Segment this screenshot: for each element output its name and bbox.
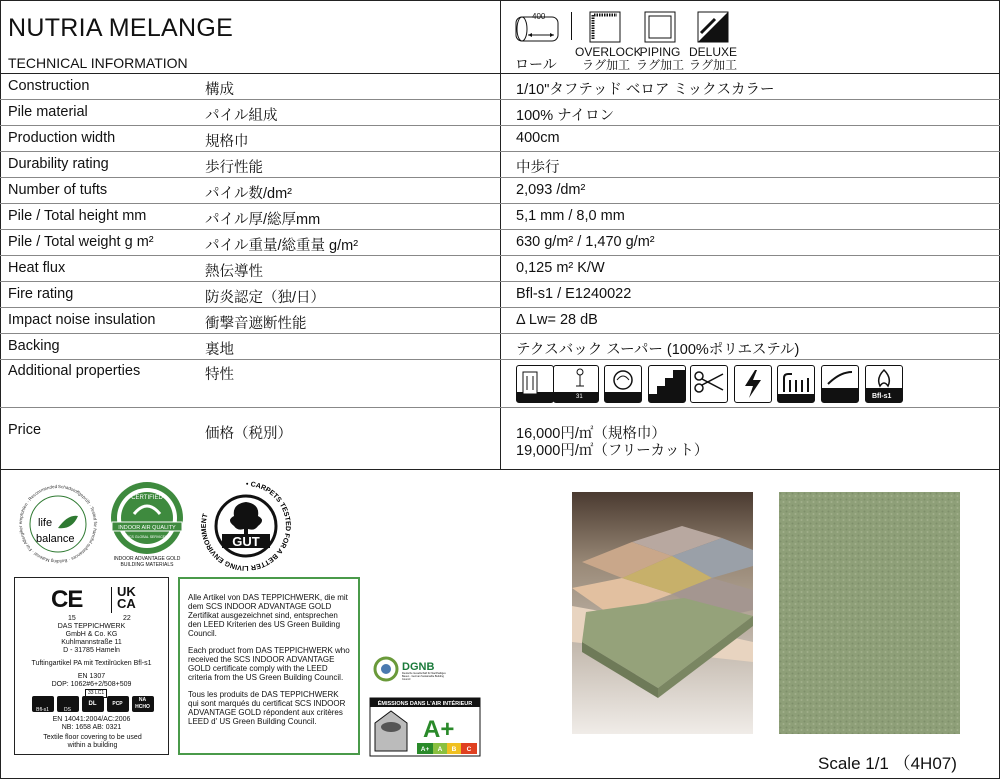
spec-label-en: Fire rating: [8, 286, 74, 302]
spec-row-impact-noise: [0, 308, 1000, 334]
spec-label-en: Pile / Total weight g m²: [8, 234, 154, 250]
ce-mark: CE: [51, 586, 83, 613]
ce-address: [15, 623, 168, 655]
ce-company-1: DAS TEPPICHWERK: [57, 623, 126, 630]
life-text: life: [38, 517, 53, 529]
ce-product: Tuftingartikel PA mit Textilrücken Bfl-s1: [31, 660, 152, 667]
spec-row-pile-material: [0, 100, 1000, 126]
fire-rating-icon: [865, 365, 903, 403]
iaq-small-text: SCS GLOBAL SERVICES: [126, 535, 168, 539]
spec-value: 2,093 /dm²: [516, 182, 586, 198]
life-balance-ring-text: Schadstoffgeprüft · Tested for harmful substances · Building Material · Für Allergiker empfohlen · Recommended: [17, 483, 98, 565]
balance-text: balance: [36, 533, 75, 545]
roll-label: ロール: [515, 56, 557, 72]
indoor-air-quality-logo: [104, 480, 190, 572]
ce-company-2: GmbH & Co. KG: [65, 631, 118, 638]
deluxe-icon: [697, 11, 729, 43]
ukca-line-1: UK: [117, 584, 136, 599]
spec-row-weight: [0, 230, 1000, 256]
spec-label-en: Production width: [8, 130, 116, 146]
antistatic-icon: [734, 365, 772, 403]
cut-icon: [690, 365, 728, 403]
spec-value: 5,1 mm / 8,0 mm: [516, 208, 625, 224]
fire-badge-text: Bfl-s1: [872, 393, 892, 400]
deluxe-label-en: DELUXE: [688, 45, 738, 59]
overlock-label-jp: ラグ加工: [581, 58, 630, 72]
carpet-swatch-photo: [779, 492, 960, 734]
spec-value: 0,125 m² K/W: [516, 260, 605, 276]
ce-tag-row: [21, 696, 164, 712]
spec-row-fire-rating: [0, 282, 1000, 308]
life-balance-logo: [14, 480, 102, 568]
gut-ring-text: • CARPETS TESTED FOR A BETTER LIVING ENVIRONMENT: [200, 480, 292, 572]
leed-statement-en: Each product from DAS TEPPICHWERK who received the SCS INDOOR ADVANTAGE GOLD certificate comply with the LEED criteria from the US Green Building Council.: [188, 646, 350, 682]
ce-en-standard: EN 1307: [77, 673, 106, 680]
spec-value: 1/10"タフテッド ベロア ミックスカラー: [516, 82, 775, 98]
spec-label-en: Pile material: [8, 104, 88, 120]
ce-divider: [111, 587, 112, 613]
spec-value: 中歩行: [516, 160, 560, 176]
ce-tag: PCP: [107, 696, 129, 712]
chair-number: 31: [576, 394, 583, 400]
piping-label-en: PIPING: [639, 45, 681, 59]
spec-label-en: Construction: [8, 78, 90, 94]
ce-class-1: 33: [88, 690, 94, 696]
spec-row-price: [0, 408, 1000, 470]
ce-declaration-box: [14, 577, 169, 755]
spec-label-jp: 規格巾: [205, 134, 249, 150]
emission-grade: A+: [423, 716, 455, 743]
piping-icon: [644, 11, 676, 43]
spec-row-heat-flux: [0, 256, 1000, 282]
spec-label-en: Heat flux: [8, 260, 66, 276]
ce-tag: NA HCHO: [132, 696, 154, 712]
section-subtitle: TECHNICAL INFORMATION: [8, 55, 188, 71]
spec-label-jp: パイル厚/総厚mm: [205, 212, 321, 228]
spec-row-tufts: [0, 178, 1000, 204]
iaq-caption: INDOOR ADVANTAGE GOLD BUILDING MATERIALS: [113, 556, 181, 568]
piping-label-jp: ラグ加工: [635, 58, 684, 72]
spec-value: Bfl-s1 / E1240022: [516, 286, 632, 302]
overlock-icon: [589, 11, 621, 43]
stain-protection-icon: [821, 365, 859, 403]
ce-street: Kuhlmannstraße 11: [61, 639, 122, 646]
iaq-mid-text: INDOOR AIR QUALITY: [118, 525, 176, 531]
spec-value: 630 g/m² / 1,470 g/m²: [516, 234, 655, 250]
ukca-mark: [117, 586, 136, 610]
spec-value: 400cm: [516, 130, 560, 146]
carpet-samples-photo: [572, 492, 753, 734]
dgnb-text: DGNB: [402, 661, 435, 673]
spec-row-backing: [0, 334, 1000, 360]
gut-logo: [196, 476, 296, 576]
ce-year-1: 15: [68, 615, 76, 622]
ce-dop: DOP: 1062#6+2/508+509: [51, 681, 132, 688]
spec-label-jp: 特性: [205, 367, 234, 383]
spec-row-construction: [0, 74, 1000, 100]
iaq-top-text: CERTIFIED: [131, 495, 163, 501]
spec-label-en: Backing: [8, 338, 60, 354]
spec-row-production-width: [0, 126, 1000, 152]
leed-statement-box: [178, 577, 360, 755]
office-chair-icon: [553, 365, 599, 403]
spec-label-jp: 歩行性能: [205, 160, 263, 176]
building-icon: [516, 365, 554, 403]
spec-label-jp: 価格（税別）: [205, 426, 292, 442]
spec-value: 100% ナイロン: [516, 108, 615, 124]
ce-city: D - 31785 Hameln: [63, 647, 120, 654]
spec-label-jp: 裏地: [205, 342, 234, 358]
spec-label-en: Impact noise insulation: [8, 312, 156, 328]
spec-label-jp: 構成: [205, 82, 234, 98]
leed-statement-de: Alle Artikel von DAS TEPPICHWERK, die mit dem SCS INDOOR ADVANTAGE GOLD Zertifikat ausgezeichnet sind, entsprechen den LEED Kriterien des US Green Building Council.: [188, 593, 348, 638]
product-title: NUTRIA MELANGE: [8, 14, 234, 42]
emission-scale-aplus: A+: [420, 746, 430, 753]
icon-separator: [571, 12, 572, 40]
heat-pipe-icon: [777, 365, 815, 403]
leed-statement-fr: Tous les produits de DAS TEPPICHWERK qui sont marqués du certificat SCS INDOOR ADVANTAGE GOLD répondent aux critères LEED d' US Green Building Council.: [188, 690, 346, 726]
emission-scale-c: C: [466, 746, 472, 753]
deluxe-label-jp: ラグ加工: [688, 58, 737, 72]
ce-class-2: LC1: [94, 690, 105, 696]
spec-row-durability: [0, 152, 1000, 178]
overlock-label-en: OVERLOCK: [575, 45, 642, 59]
spec-label-en: Additional properties: [8, 363, 141, 379]
dgnb-small-text: Deutsche Gesellschaft für Nachhaltiges Bauen · German Sustainable Building Council: [402, 672, 446, 681]
roll-width-label: 400: [532, 12, 546, 21]
stairs-icon: [648, 365, 686, 403]
gut-text: GUT: [232, 534, 260, 549]
emission-header: ÉMISSIONS DANS L'AIR INTÉRIEUR: [377, 701, 473, 707]
spec-label-jp: 熱伝導性: [205, 264, 263, 280]
spec-label-en: Price: [8, 422, 42, 438]
spec-label-en: Pile / Total height mm: [8, 208, 147, 224]
ce-year-2: 22: [123, 615, 131, 622]
ce-tag: DS: [57, 696, 79, 712]
ce-tag: Bfl-s1: [32, 696, 54, 712]
emission-scale-b: B: [451, 746, 457, 753]
emission-scale-a: A: [437, 746, 443, 753]
spec-label-jp: パイル組成: [205, 108, 278, 124]
emission-label: [369, 697, 481, 757]
price-line-1: 16,000円/㎡（規格巾）: [516, 426, 666, 442]
spec-value: テクスバック スーパー (100%ポリエステル): [516, 342, 800, 358]
spec-value: Δ Lw= 28 dB: [516, 312, 598, 328]
spec-label-jp: 防炎認定（独/日）: [205, 290, 326, 306]
spec-label-en: Durability rating: [8, 156, 109, 172]
underfloor-heating-icon: [604, 365, 642, 403]
spec-label-jp: パイル数/dm²: [205, 186, 292, 202]
ce-tag: DL: [82, 696, 104, 712]
ce-std: EN 14041:2004/AC:2006: [52, 716, 131, 723]
spec-row-height: [0, 204, 1000, 230]
price-line-2: 19,000円/㎡（フリーカット）: [516, 443, 709, 459]
ce-nb: NB: 1658 AB: 0321: [61, 724, 122, 731]
ukca-line-2: CA: [117, 596, 136, 611]
ce-footer: Textile floor covering to be used within a building: [43, 734, 142, 749]
spec-label-jp: 衝撃音遮断性能: [205, 316, 307, 332]
scale-label: Scale 1/1 （4H07): [818, 754, 957, 773]
dgnb-logo: [372, 652, 452, 686]
spec-label-jp: パイル重量/総重量 g/m²: [205, 238, 359, 254]
spec-label-en: Number of tufts: [8, 182, 108, 198]
